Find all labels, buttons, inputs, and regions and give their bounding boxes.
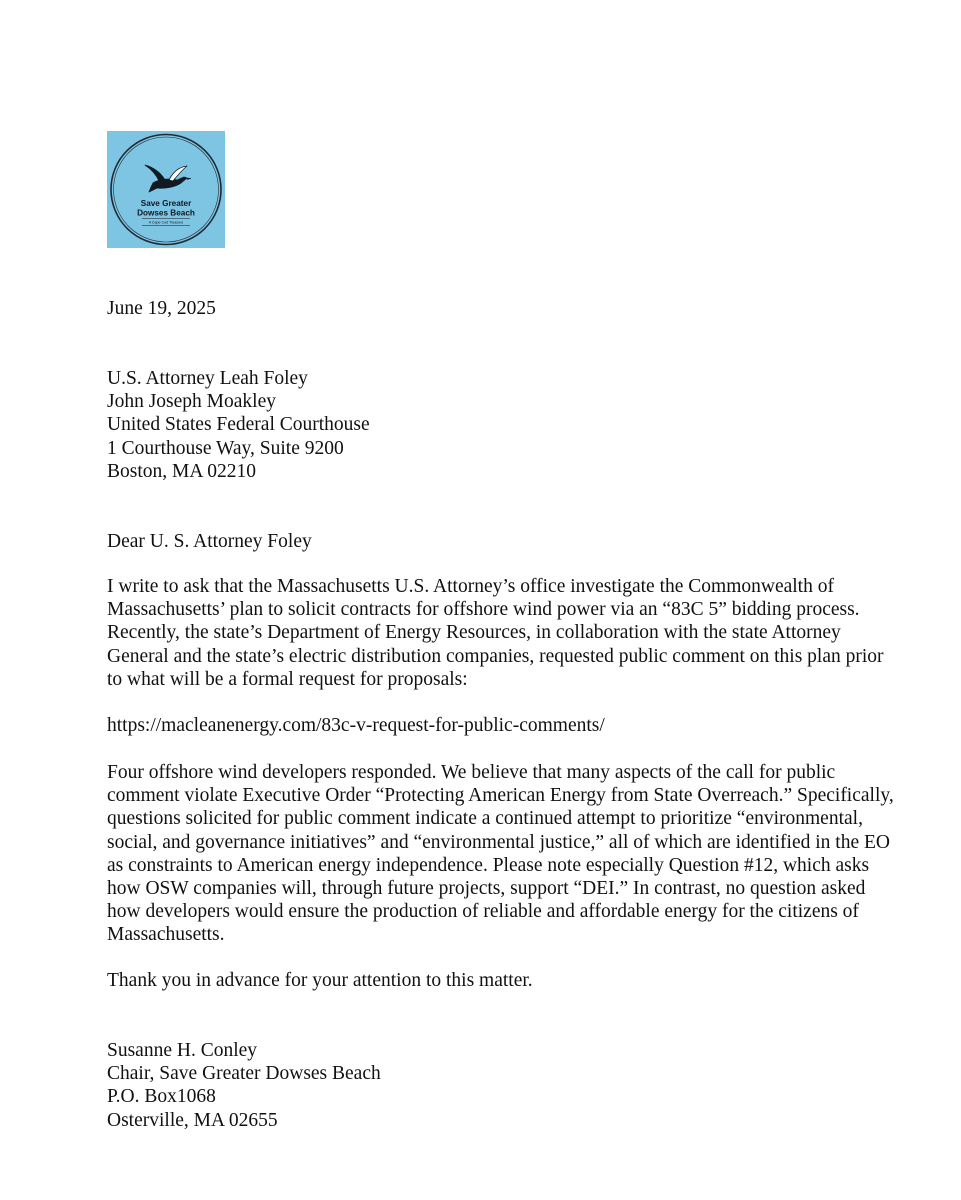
body-paragraph-1: I write to ask that the Massachusetts U.S. Attorney’s office investigate the Commonwealth of Massachusetts’ plan to solicit contracts for offshore wind power via an “83C 5” bidding process. Recently, the state’s Department of Energy Resources, in collaboration with the state Attorney General and the state’s electric distribution companies, requested public comment on this plan prior to what will be a formal request for proposals: [107, 576, 884, 690]
logo-title-line1: Save Greater [140, 199, 192, 208]
signer-name: Susanne H. Conley [107, 1040, 258, 1061]
recipient-courthouse: United States Federal Courthouse [107, 414, 370, 436]
recipient-name: U.S. Attorney Leah Foley [107, 368, 308, 389]
logo-inner-ring [114, 137, 219, 242]
recipient-address [107, 367, 907, 483]
logo-title-line2: Dowses Beach [137, 208, 195, 218]
letter-date: June 19, 2025 [107, 298, 216, 319]
reference-link[interactable]: https://macleanenergy.com/83c-v-request-for-public-comments/ [107, 715, 605, 736]
body-paragraph-2: Four offshore wind developers responded. We believe that many aspects of the call for public comment violate Executive Order “Protecting American Energy from State Overreach.” Specifically, questions solicited for public comment indicate a continued attempt to prioritize “environmental, social, and governance initiatives” and “environmental justice,” all of which are identified in the EO as constraints to American energy independence. Please note especially Question #12, which asks how OSW companies will, through future projects, support “DEI.” In contrast, no question asked how developers would ensure the production of reliable and affordable energy for the citizens of Massachusetts. [107, 762, 894, 946]
signer-city: Osterville, MA 02655 [107, 1109, 278, 1131]
recipient-street: 1 Courthouse Way, Suite 9200 [107, 437, 344, 459]
logo-graphic [107, 131, 225, 248]
organization-logo [107, 131, 225, 248]
salutation: Dear U. S. Attorney Foley [107, 531, 312, 552]
logo-tagline: A Cape Cod Treasure [148, 220, 184, 225]
signature-block [107, 1039, 907, 1132]
seagull-icon [145, 165, 191, 192]
signer-title: Chair, Save Greater Dowses Beach [107, 1063, 381, 1085]
closing-line: Thank you in advance for your attention to this matter. [107, 970, 533, 991]
recipient-building: John Joseph Moakley [107, 391, 276, 413]
logo-outer-ring [111, 135, 221, 245]
recipient-city: Boston, MA 02210 [107, 460, 256, 482]
signer-po-box: P.O. Box1068 [107, 1086, 216, 1108]
